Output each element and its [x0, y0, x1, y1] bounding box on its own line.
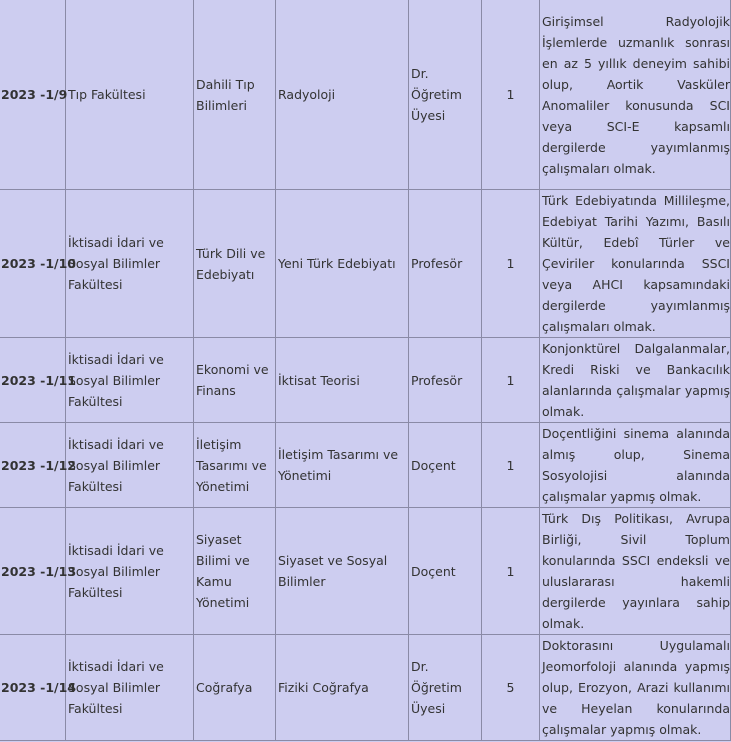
department-cell: Türk Dili ve Edebiyatı [194, 190, 276, 338]
title-cell: Doçent [409, 508, 482, 635]
table-row [0, 338, 731, 423]
department-cell: İletişim Tasarımı ve Yönetimi [194, 423, 276, 508]
count-cell: 1 [482, 190, 540, 338]
requirement-cell: Konjonktürel Dalgalanmalar, Kredi Riski ve Bankacılık alanlarında çalışmalar yapmış olmak. [540, 338, 731, 423]
department-cell: Ekonomi ve Finans [194, 338, 276, 423]
faculty-cell: İktisadi İdari ve Sosyal Bilimler Fakültesi [66, 508, 194, 635]
position-code: 2023 -1/9 [0, 0, 66, 190]
field-cell: Siyaset ve Sosyal Bilimler [276, 508, 409, 635]
table-row [0, 508, 731, 635]
count-cell: 1 [482, 508, 540, 635]
position-code: 2023 -1/13 [0, 508, 66, 635]
count-cell: 1 [482, 423, 540, 508]
title-cell: Profesör [409, 190, 482, 338]
faculty-cell: İktisadi İdari ve Sosyal Bilimler Fakültesi [66, 338, 194, 423]
table-row [0, 423, 731, 508]
position-code: 2023 -1/12 [0, 423, 66, 508]
faculty-cell: Tıp Fakültesi [66, 0, 194, 190]
field-cell: Radyoloji [276, 0, 409, 190]
position-code: 2023 -1/10 [0, 190, 66, 338]
count-cell: 1 [482, 338, 540, 423]
title-cell: Profesör [409, 338, 482, 423]
table-row [0, 0, 731, 190]
title-cell: Dr. Öğretim Üyesi [409, 635, 482, 741]
field-cell: Yeni Türk Edebiyatı [276, 190, 409, 338]
faculty-cell: İktisadi İdari ve Sosyal Bilimler Fakültesi [66, 635, 194, 741]
table-row [0, 635, 731, 741]
position-code: 2023 -1/11 [0, 338, 66, 423]
field-cell: İletişim Tasarımı ve Yönetimi [276, 423, 409, 508]
department-cell: Dahili Tıp Bilimleri [194, 0, 276, 190]
count-cell: 1 [482, 0, 540, 190]
requirement-cell: Türk Dış Politikası, Avrupa Birliği, Sivil Toplum konularında SSCI endeksli ve uluslararası hakemli dergilerde yayınlara sahip olmak. [540, 508, 731, 635]
position-code: 2023 -1/14 [0, 635, 66, 741]
table-row [0, 190, 731, 338]
title-cell: Doçent [409, 423, 482, 508]
title-cell: Dr. Öğretim Üyesi [409, 0, 482, 190]
requirement-cell: Doçentliğini sinema alanında almış olup, Sinema Sosyolojisi alanında çalışmalar yapmış olmak. [540, 423, 731, 508]
department-cell: Coğrafya [194, 635, 276, 741]
field-cell: İktisat Teorisi [276, 338, 409, 423]
count-cell: 5 [482, 635, 540, 741]
faculty-cell: İktisadi İdari ve Sosyal Bilimler Fakültesi [66, 190, 194, 338]
requirement-cell: Türk Edebiyatında Millileşme, Edebiyat Tarihi Yazımı, Basılı Kültür, Edebî Türler ve Çeviriler konularında SSCI veya AHCI kapsamındaki dergilerde yayımlanmış çalışmaları olmak. [540, 190, 731, 338]
faculty-cell: İktisadi İdari ve Sosyal Bilimler Fakültesi [66, 423, 194, 508]
field-cell: Fiziki Coğrafya [276, 635, 409, 741]
requirement-cell: Doktorasını Uygulamalı Jeomorfoloji alanında yapmış olup, Erozyon, Arazi kullanımı ve Heyelan konularında çalışmalar yapmış olmak. [540, 635, 731, 741]
department-cell: Siyaset Bilimi ve Kamu Yönetimi [194, 508, 276, 635]
requirement-cell: Girişimsel Radyolojik İşlemlerde uzmanlık sonrası en az 5 yıllık deneyim sahibi olup, Aortik Vasküler Anomaliler konusunda SCI veya SCI-E kapsamlı dergilerde yayımlanmış çalışmaları olmak. [540, 0, 731, 190]
